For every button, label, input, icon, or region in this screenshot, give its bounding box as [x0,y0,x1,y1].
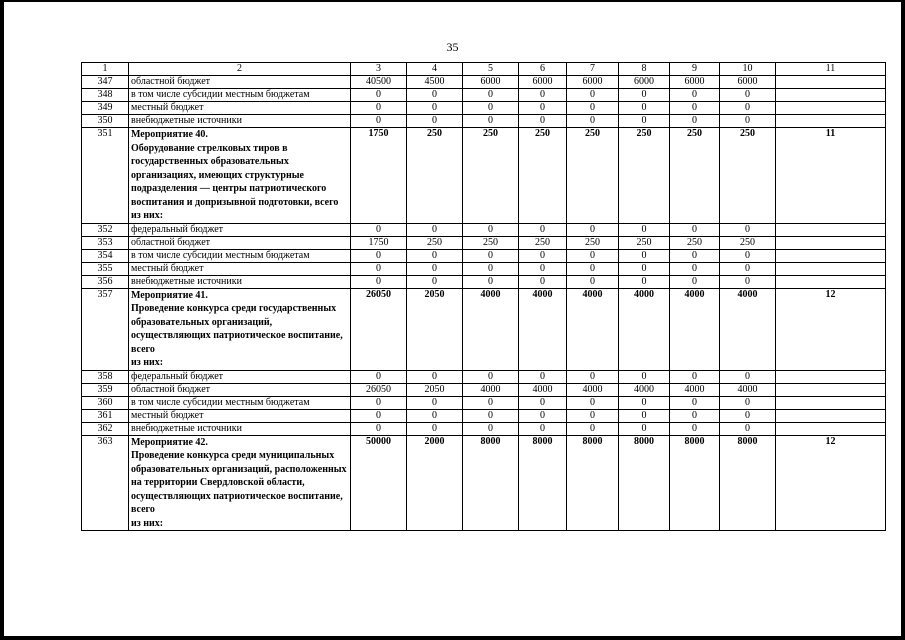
row-name: областной бюджет [129,383,351,396]
value-col-5: 0 [463,115,519,128]
row-number: 349 [82,102,129,115]
value-col-5: 0 [463,396,519,409]
table-row [82,236,886,249]
value-col-7: 0 [567,370,619,383]
value-col-8: 0 [619,422,670,435]
total-value: 0 [351,223,407,236]
total-value: 0 [351,89,407,102]
row-number: 351 [82,128,129,224]
row-name: федеральный бюджет [129,370,351,383]
value-col-8: 0 [619,275,670,288]
value-col-5: 0 [463,262,519,275]
value-col-8: 8000 [619,435,670,531]
table-row [82,396,886,409]
value-col-6: 0 [519,275,567,288]
table-row [82,102,886,115]
value-col-5: 0 [463,249,519,262]
row-number: 357 [82,288,129,370]
value-col-7: 8000 [567,435,619,531]
value-col-8: 250 [619,128,670,224]
row-number: 363 [82,435,129,531]
total-value: 0 [351,396,407,409]
row-name: Мероприятие 40. Оборудование стрелковых тиров в государственных образовательных организациях, имеющих структурные подразделения — центры патриотического воспитания и допризывной подготовки, всего из них: [129,128,351,224]
value-col-7: 0 [567,223,619,236]
row-name: внебюджетные источники [129,422,351,435]
value-col-4: 0 [407,262,463,275]
table-row [82,89,886,102]
table-body [82,63,886,531]
value-col-6: 250 [519,128,567,224]
value-col-7: 0 [567,89,619,102]
value-col-4: 0 [407,370,463,383]
row-name: в том числе субсидии местным бюджетам [129,89,351,102]
row-name: областной бюджет [129,76,351,89]
row-name: местный бюджет [129,262,351,275]
document-page [4,2,901,636]
column-header-3: 3 [351,63,407,76]
row-name: федеральный бюджет [129,223,351,236]
reference-col-11 [776,115,886,128]
value-col-5: 4000 [463,383,519,396]
value-col-7: 250 [567,236,619,249]
reference-col-11 [776,396,886,409]
value-col-10: 0 [720,89,776,102]
event-row [82,128,886,224]
value-col-10: 6000 [720,76,776,89]
reference-col-11 [776,102,886,115]
value-col-10: 0 [720,409,776,422]
value-col-4: 0 [407,102,463,115]
row-name: внебюджетные источники [129,275,351,288]
value-col-10: 250 [720,236,776,249]
value-col-4: 0 [407,223,463,236]
value-col-5: 0 [463,102,519,115]
value-col-4: 250 [407,236,463,249]
value-col-7: 4000 [567,288,619,370]
value-col-10: 0 [720,275,776,288]
table-row [82,275,886,288]
reference-col-11 [776,262,886,275]
value-col-5: 6000 [463,76,519,89]
value-col-6: 0 [519,115,567,128]
value-col-6: 4000 [519,383,567,396]
value-col-7: 0 [567,422,619,435]
table-header-row [82,63,886,76]
value-col-10: 0 [720,102,776,115]
row-number: 358 [82,370,129,383]
column-header-11: 11 [776,63,886,76]
row-name: местный бюджет [129,102,351,115]
total-value: 50000 [351,435,407,531]
value-col-6: 8000 [519,435,567,531]
reference-col-11 [776,89,886,102]
table-row [82,223,886,236]
value-col-10: 0 [720,262,776,275]
value-col-8: 250 [619,236,670,249]
value-col-5: 250 [463,128,519,224]
value-col-9: 4000 [670,288,720,370]
value-col-8: 0 [619,396,670,409]
column-header-7: 7 [567,63,619,76]
value-col-8: 0 [619,223,670,236]
column-header-5: 5 [463,63,519,76]
value-col-9: 0 [670,396,720,409]
row-name: в том числе субсидии местным бюджетам [129,249,351,262]
value-col-4: 0 [407,115,463,128]
value-col-6: 0 [519,89,567,102]
table-row [82,262,886,275]
value-col-8: 4000 [619,288,670,370]
value-col-9: 0 [670,249,720,262]
value-col-5: 0 [463,370,519,383]
value-col-4: 2000 [407,435,463,531]
value-col-10: 0 [720,396,776,409]
table-row [82,76,886,89]
column-header-1: 1 [82,63,129,76]
value-col-10: 0 [720,370,776,383]
event-row [82,288,886,370]
value-col-5: 0 [463,223,519,236]
row-number: 347 [82,76,129,89]
table-row [82,383,886,396]
total-value: 0 [351,409,407,422]
value-col-6: 0 [519,396,567,409]
value-col-8: 0 [619,249,670,262]
value-col-9: 0 [670,115,720,128]
reference-col-11 [776,275,886,288]
total-value: 0 [351,370,407,383]
column-header-10: 10 [720,63,776,76]
table-row [82,409,886,422]
value-col-5: 0 [463,422,519,435]
value-col-7: 0 [567,409,619,422]
value-col-7: 0 [567,396,619,409]
event-row [82,435,886,531]
row-number: 350 [82,115,129,128]
value-col-6: 4000 [519,288,567,370]
value-col-7: 250 [567,128,619,224]
reference-col-11 [776,383,886,396]
table-row [82,249,886,262]
value-col-7: 0 [567,115,619,128]
value-col-6: 0 [519,262,567,275]
value-col-5: 8000 [463,435,519,531]
total-value: 1750 [351,236,407,249]
row-number: 355 [82,262,129,275]
value-col-10: 0 [720,223,776,236]
value-col-9: 0 [670,409,720,422]
total-value: 26050 [351,288,407,370]
value-col-7: 4000 [567,383,619,396]
value-col-4: 0 [407,275,463,288]
value-col-10: 0 [720,249,776,262]
value-col-7: 0 [567,102,619,115]
value-col-8: 0 [619,409,670,422]
value-col-10: 0 [720,115,776,128]
value-col-10: 250 [720,128,776,224]
value-col-9: 0 [670,422,720,435]
value-col-8: 0 [619,370,670,383]
value-col-7: 0 [567,275,619,288]
value-col-8: 0 [619,115,670,128]
value-col-4: 2050 [407,288,463,370]
reference-col-11 [776,223,886,236]
value-col-9: 0 [670,89,720,102]
value-col-4: 4500 [407,76,463,89]
value-col-9: 4000 [670,383,720,396]
value-col-9: 0 [670,370,720,383]
total-value: 0 [351,115,407,128]
value-col-6: 0 [519,223,567,236]
value-col-4: 0 [407,89,463,102]
value-col-8: 0 [619,102,670,115]
row-number: 356 [82,275,129,288]
value-col-10: 8000 [720,435,776,531]
table-row [82,422,886,435]
value-col-9: 250 [670,128,720,224]
row-number: 354 [82,249,129,262]
value-col-9: 0 [670,275,720,288]
total-value: 0 [351,422,407,435]
column-header-8: 8 [619,63,670,76]
total-value: 0 [351,249,407,262]
value-col-8: 0 [619,262,670,275]
total-value: 1750 [351,128,407,224]
total-value: 0 [351,102,407,115]
value-col-6: 0 [519,422,567,435]
value-col-6: 0 [519,102,567,115]
table-row [82,115,886,128]
row-number: 353 [82,236,129,249]
value-col-10: 4000 [720,383,776,396]
reference-col-11: 12 [776,435,886,531]
value-col-9: 0 [670,223,720,236]
total-value: 40500 [351,76,407,89]
reference-col-11: 12 [776,288,886,370]
value-col-4: 250 [407,128,463,224]
row-number: 352 [82,223,129,236]
value-col-7: 6000 [567,76,619,89]
row-name: местный бюджет [129,409,351,422]
value-col-5: 4000 [463,288,519,370]
column-header-6: 6 [519,63,567,76]
reference-col-11 [776,249,886,262]
value-col-8: 6000 [619,76,670,89]
value-col-6: 250 [519,236,567,249]
row-name: Мероприятие 42. Проведение конкурса среди муниципальных образовательных организаций, расположенных на территории Свердловской области, осуществляющих патриотическое воспитание, всего из них: [129,435,351,531]
value-col-4: 2050 [407,383,463,396]
row-number: 348 [82,89,129,102]
value-col-7: 0 [567,262,619,275]
value-col-5: 250 [463,236,519,249]
value-col-6: 0 [519,370,567,383]
value-col-6: 6000 [519,76,567,89]
row-number: 362 [82,422,129,435]
value-col-9: 0 [670,262,720,275]
value-col-8: 4000 [619,383,670,396]
value-col-4: 0 [407,249,463,262]
value-col-4: 0 [407,396,463,409]
reference-col-11: 11 [776,128,886,224]
reference-col-11 [776,76,886,89]
row-number: 359 [82,383,129,396]
value-col-5: 0 [463,409,519,422]
value-col-6: 0 [519,249,567,262]
row-name: внебюджетные источники [129,115,351,128]
column-header-9: 9 [670,63,720,76]
value-col-6: 0 [519,409,567,422]
row-name: областной бюджет [129,236,351,249]
reference-col-11 [776,409,886,422]
row-number: 360 [82,396,129,409]
value-col-9: 8000 [670,435,720,531]
value-col-10: 4000 [720,288,776,370]
value-col-10: 0 [720,422,776,435]
row-name: в том числе субсидии местным бюджетам [129,396,351,409]
total-value: 0 [351,275,407,288]
reference-col-11 [776,236,886,249]
value-col-8: 0 [619,89,670,102]
column-header-4: 4 [407,63,463,76]
table-row [82,370,886,383]
page-number: 35 [446,40,459,54]
value-col-4: 0 [407,422,463,435]
reference-col-11 [776,422,886,435]
value-col-5: 0 [463,89,519,102]
row-name: Мероприятие 41. Проведение конкурса среди государственных образовательных организаций, осуществляющих патриотическое воспитание, всего из них: [129,288,351,370]
reference-col-11 [776,370,886,383]
value-col-9: 250 [670,236,720,249]
row-number: 361 [82,409,129,422]
total-value: 0 [351,262,407,275]
value-col-7: 0 [567,249,619,262]
budget-table [81,62,886,531]
value-col-4: 0 [407,409,463,422]
value-col-9: 0 [670,102,720,115]
value-col-9: 6000 [670,76,720,89]
value-col-5: 0 [463,275,519,288]
total-value: 26050 [351,383,407,396]
column-header-2: 2 [129,63,351,76]
